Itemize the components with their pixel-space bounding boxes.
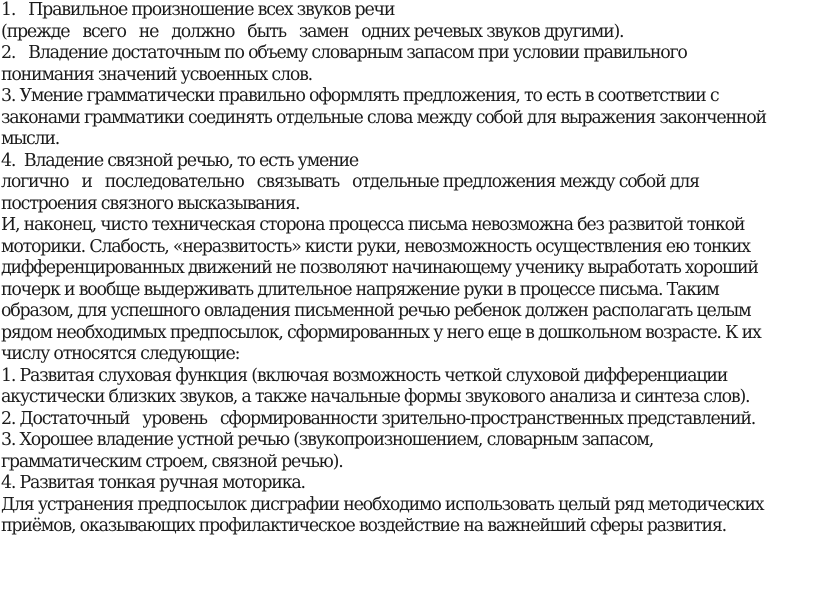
text-line: числу относятся следующие:	[1, 344, 240, 364]
text-line: построения связного высказывания.	[1, 193, 300, 214]
text-line: 2. Владение достаточным по объему словарным запасом при условии правильного	[1, 43, 687, 63]
text-line: грамматическим строем, связной речью).	[1, 451, 343, 472]
text-line: 3. Хорошее владение устной речью (звукопроизношением, словарным запасом,	[1, 430, 654, 450]
text-line: дифференцированных движений не позволяют начинающему ученику выработать хороший	[1, 258, 758, 278]
text-line: 1. Развитая слуховая функция (включая возможность четкой слуховой дифференциации	[1, 365, 728, 386]
text-line: 2. Достаточный уровень сформированности зрительно-пространственных представлений.	[1, 408, 756, 429]
text-line: 3. Умение грамматически правильно оформлять предложения, то есть в соответствии с	[1, 86, 719, 106]
text-line: (прежде всего не должно быть замен одних речевых звуков другими).	[1, 21, 624, 42]
text-line: рядом необходимых предпосылок, сформированных у него еще в дошкольном возрасте. К их	[1, 322, 761, 343]
text-line: акустически близких звуков, а также начальные формы звукового анализа и синтеза слов).	[1, 387, 750, 407]
text-line: 4. Владение связной речью, то есть умение	[1, 150, 358, 171]
text-line: 1. Правильное произношение всех звуков речи	[1, 0, 395, 20]
text-line: законами грамматики соединять отдельные слова между собой для выражения законченной	[1, 107, 766, 128]
text-line: образом, для успешного овладения письменной речью ребенок должен располагать целым	[1, 301, 751, 321]
text-line: приёмов, оказывающих профилактическое воздействие на важнейший сферы развития.	[1, 516, 726, 536]
text-line: мысли.	[1, 129, 60, 149]
text-line: И, наконец, чисто техническая сторона процесса письма невозможна без развитой тонкой	[1, 215, 745, 235]
text-line: моторики. Слабость, «неразвитость» кисти руки, невозможность осуществления ею тонких	[1, 236, 750, 257]
text-line: Для устранения предпосылок дисграфии необходимо использовать целый ряд методических	[1, 494, 764, 515]
text-line: 4. Развитая тонкая ручная моторика.	[1, 473, 305, 493]
text-line: понимания значений усвоенных слов.	[1, 64, 313, 85]
text-line: логично и последовательно связывать отдельные предложения между собой для	[1, 172, 699, 192]
text-line: почерк и вообще выдерживать длительное напряжение руки в процессе письма. Таким	[1, 279, 719, 300]
